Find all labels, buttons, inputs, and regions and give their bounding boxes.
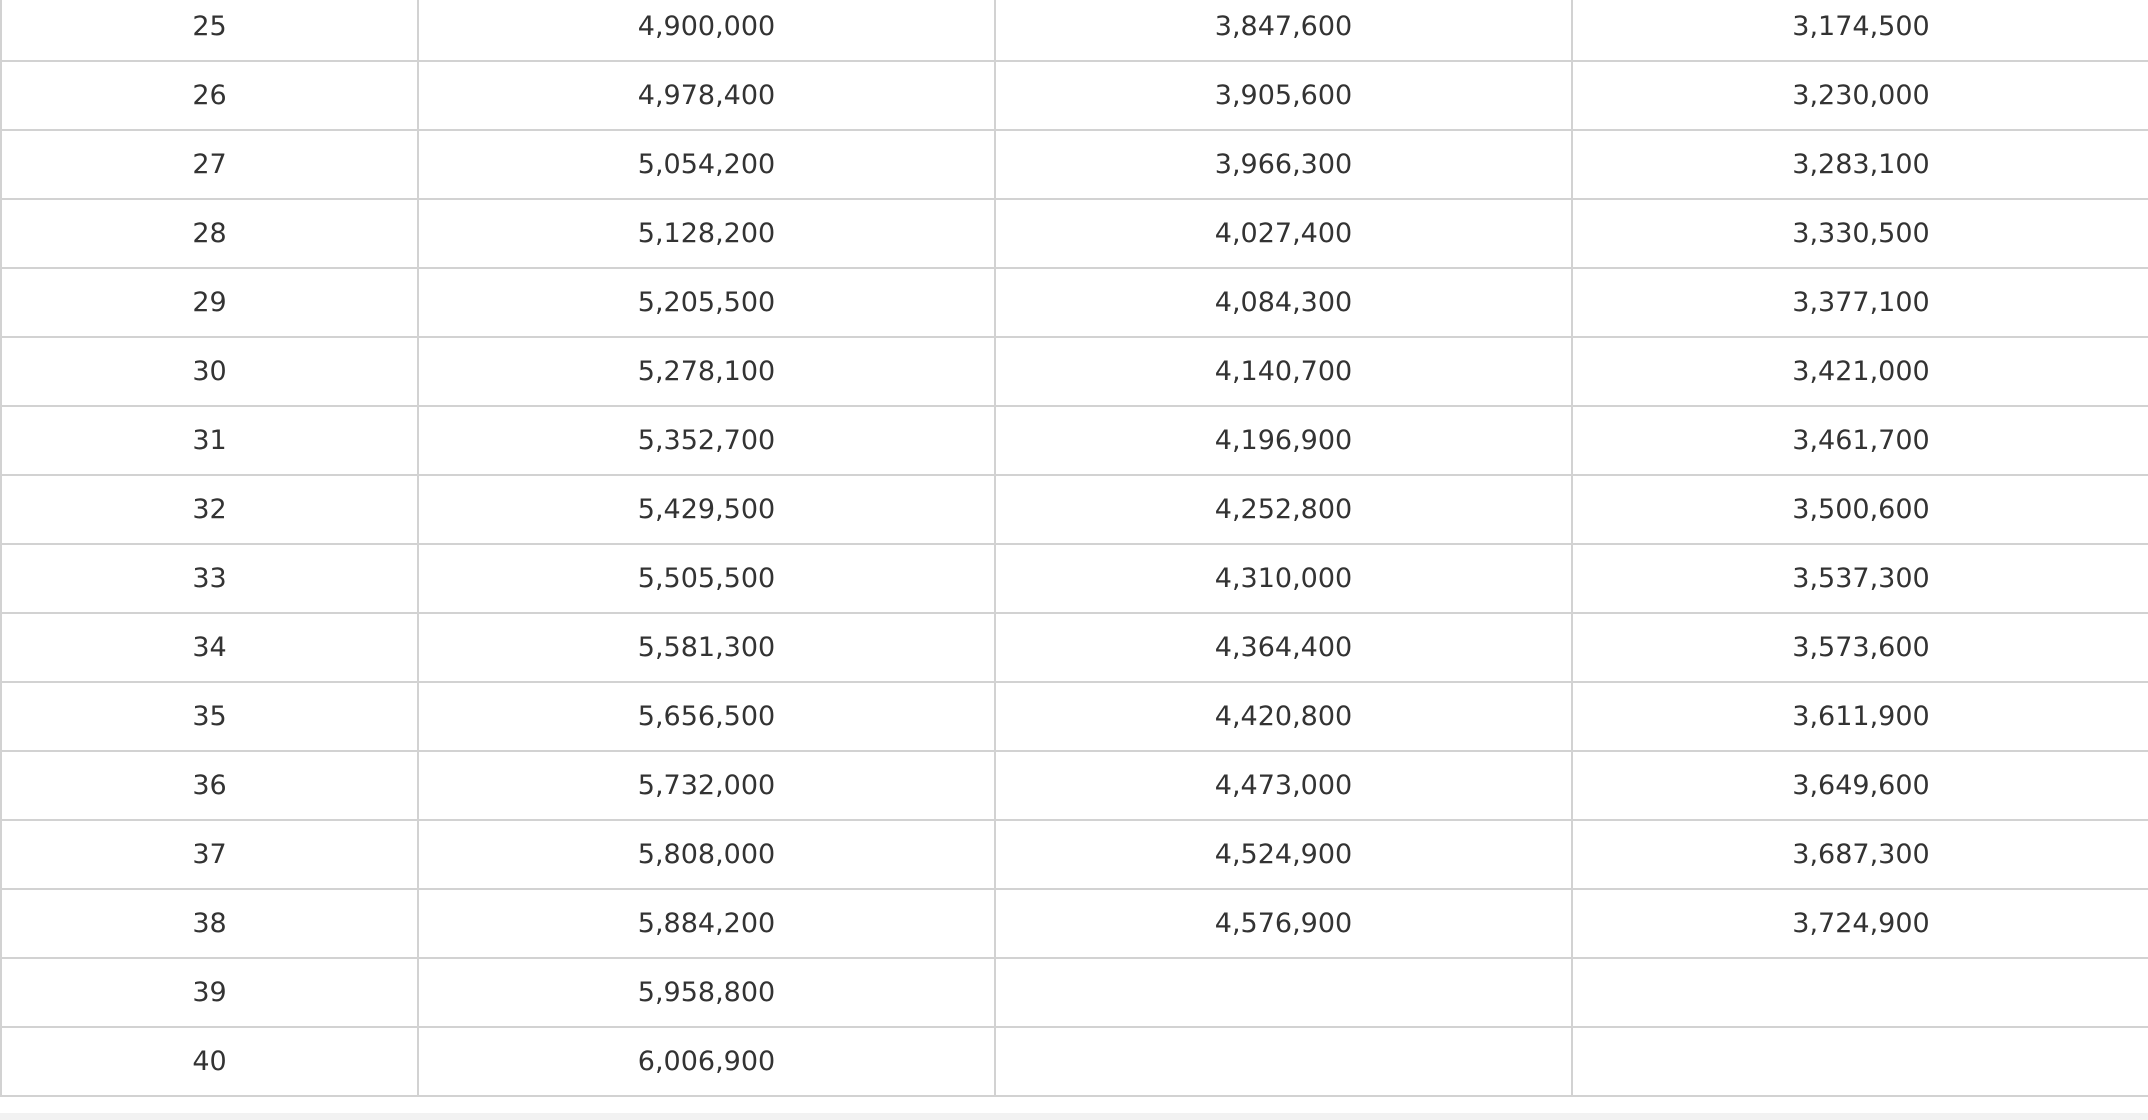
table-row (1, 199, 2148, 268)
value-cell: 4,364,400 (995, 613, 1572, 682)
value-cell: 3,966,300 (995, 130, 1572, 199)
value-cell: 5,352,700 (418, 406, 995, 475)
value-cell: 4,084,300 (995, 268, 1572, 337)
table-row (1, 268, 2148, 337)
row-index-cell: 34 (1, 613, 418, 682)
row-index-cell: 33 (1, 544, 418, 613)
row-index-cell: 30 (1, 337, 418, 406)
value-cell: 4,576,900 (995, 889, 1572, 958)
value-cell: 5,656,500 (418, 682, 995, 751)
value-cell: 3,537,300 (1572, 544, 2148, 613)
row-index-cell: 36 (1, 751, 418, 820)
row-index-cell: 35 (1, 682, 418, 751)
table-row (1, 613, 2148, 682)
page-footer-strip (0, 1113, 2148, 1120)
value-cell: 5,205,500 (418, 268, 995, 337)
value-cell: 4,473,000 (995, 751, 1572, 820)
value-cell: 3,283,100 (1572, 130, 2148, 199)
value-cell (1572, 958, 2148, 1027)
value-cell: 3,573,600 (1572, 613, 2148, 682)
value-cell (995, 1027, 1572, 1096)
value-cell: 5,505,500 (418, 544, 995, 613)
row-index-cell: 26 (1, 61, 418, 130)
table-row (1, 475, 2148, 544)
row-index-cell: 32 (1, 475, 418, 544)
value-cell: 3,461,700 (1572, 406, 2148, 475)
value-cell: 3,724,900 (1572, 889, 2148, 958)
row-index-cell: 37 (1, 820, 418, 889)
value-cell: 4,524,900 (995, 820, 1572, 889)
value-cell: 4,978,400 (418, 61, 995, 130)
table-row (1, 682, 2148, 751)
value-cell: 5,054,200 (418, 130, 995, 199)
value-cell: 3,230,000 (1572, 61, 2148, 130)
row-index-cell: 28 (1, 199, 418, 268)
row-index-cell: 25 (1, 0, 418, 61)
value-cell: 4,252,800 (995, 475, 1572, 544)
table-row (1, 0, 2148, 61)
row-index-cell: 39 (1, 958, 418, 1027)
value-cell (1572, 1027, 2148, 1096)
table-row (1, 61, 2148, 130)
value-cell: 5,808,000 (418, 820, 995, 889)
table-row (1, 406, 2148, 475)
value-cell: 5,581,300 (418, 613, 995, 682)
value-cell: 4,310,000 (995, 544, 1572, 613)
table-row (1, 1027, 2148, 1096)
value-cell: 5,128,200 (418, 199, 995, 268)
value-cell: 4,027,400 (995, 199, 1572, 268)
value-cell: 5,732,000 (418, 751, 995, 820)
value-cell: 3,649,600 (1572, 751, 2148, 820)
row-index-cell: 29 (1, 268, 418, 337)
value-cell: 4,196,900 (995, 406, 1572, 475)
table-row (1, 337, 2148, 406)
value-cell: 3,905,600 (995, 61, 1572, 130)
value-cell: 3,500,600 (1572, 475, 2148, 544)
value-cell: 5,429,500 (418, 475, 995, 544)
table-row (1, 130, 2148, 199)
table-row (1, 820, 2148, 889)
table-row (1, 544, 2148, 613)
table-row (1, 889, 2148, 958)
table-row (1, 958, 2148, 1027)
value-cell: 4,420,800 (995, 682, 1572, 751)
value-cell: 3,847,600 (995, 0, 1572, 61)
table-row (1, 751, 2148, 820)
value-cell: 5,958,800 (418, 958, 995, 1027)
value-cell: 3,377,100 (1572, 268, 2148, 337)
value-cell: 4,900,000 (418, 0, 995, 61)
value-cell: 6,006,900 (418, 1027, 995, 1096)
value-cell (995, 958, 1572, 1027)
value-cell: 3,330,500 (1572, 199, 2148, 268)
value-cell: 3,611,900 (1572, 682, 2148, 751)
value-cell: 3,174,500 (1572, 0, 2148, 61)
row-index-cell: 38 (1, 889, 418, 958)
row-index-cell: 27 (1, 130, 418, 199)
value-cell: 3,421,000 (1572, 337, 2148, 406)
value-cell: 5,884,200 (418, 889, 995, 958)
table-body (1, 0, 2148, 1096)
value-cell: 4,140,700 (995, 337, 1572, 406)
value-cell: 3,687,300 (1572, 820, 2148, 889)
row-index-cell: 31 (1, 406, 418, 475)
value-cell: 5,278,100 (418, 337, 995, 406)
row-index-cell: 40 (1, 1027, 418, 1096)
